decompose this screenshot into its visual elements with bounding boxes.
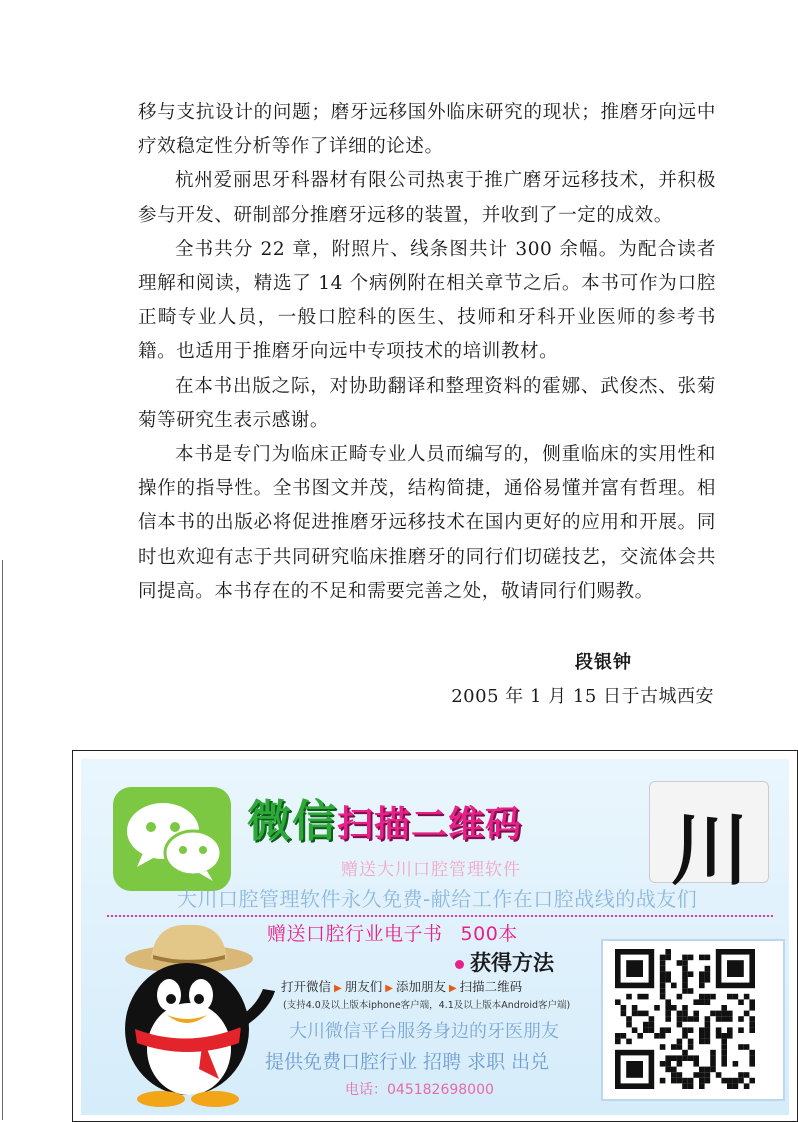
step-open-wechat: 打开微信 [281, 979, 332, 994]
preface-text [138, 96, 716, 609]
bullet-dot-icon [455, 960, 464, 969]
wechat-icon [113, 787, 231, 891]
ad-ebook-offer [267, 919, 518, 946]
step-add-friend: 添加朋友 [395, 979, 446, 994]
step-friends: 朋友们 [344, 979, 383, 994]
ad-headline-wechat: 微信 [247, 796, 337, 847]
ad-headline-scan: 扫描二维码 [337, 804, 523, 845]
ad-phone: 电话：045182698000 [345, 1082, 494, 1098]
advertisement-box [72, 750, 798, 1122]
paragraph-5: 本书是专门为临床正畸专业人员而编写的，侧重临床的实用性和操作的指导性。全书图文并茂，结构简捷，通俗易懂并富有哲理。相信本书的出版必将促进推磨牙远移技术在国内更好的应用和开展。同时也欢迎有志于共同研究临床推磨牙的同行们切磋技艺，交流体会共同提高。本书存在的不足和需要完善之处，敬请同行们赐教。 [138, 444, 716, 602]
author-signature: 段银钟 [575, 652, 632, 673]
arrow-right-icon: ▶ [448, 983, 457, 994]
paragraph-3: 全书共分 22 章，附照片、线条图共计 300 余幅。为配合读者理解和阅读，精选了 14 个病例附在相关章节之后。本书可作为口腔正畸专业人员，一般口腔科的医生、技师和牙科开业医师的参考书籍。也适用于推磨牙向远中专项技术的培训教材。 [138, 238, 716, 363]
page-edge-line [2, 560, 3, 1120]
dachuan-logo-char: 川 [670, 805, 747, 896]
ad-software-free: 大川口腔管理软件永久免费-献给工作在口腔战线的战友们 [177, 887, 698, 911]
ad-ebook-label: 赠送口腔行业电子书 [267, 923, 443, 945]
ad-slogan-1: 大川微信平台服务身边的牙医朋友 [289, 1021, 559, 1042]
qr-code [601, 939, 785, 1101]
ad-software-offer: 赠送大川口腔管理软件 [341, 860, 521, 880]
step-scan-qr: 扫描二维码 [459, 979, 523, 994]
advertisement-panel [81, 759, 789, 1115]
ad-slogan-2: 提供免费口腔行业 招聘 求职 出兑 [265, 1051, 550, 1073]
arrow-right-icon: ▶ [385, 983, 393, 994]
ad-support-note: (支持4.0及以上版本iphone客户端，4.1及以上版本Android客户端) [283, 1000, 571, 1011]
paragraph-1: 移与支抗设计的问题；磨牙远移国外临床研究的现状；推磨牙向远中疗效稳定性分析等作了详细的论述。 [138, 102, 716, 158]
qq-penguin-icon [91, 919, 281, 1113]
ad-method-heading [455, 947, 554, 977]
dachuan-logo [649, 781, 769, 896]
date-place: 2005 年 1 月 15 日于古城西安 [451, 686, 714, 707]
paragraph-2: 杭州爱丽思牙科器材有限公司热衷于推广磨牙远移技术，并积极参与开发、研制部分推磨牙远移的装置，并收到了一定的成效。 [138, 170, 716, 226]
dotted-divider [107, 915, 773, 917]
paragraph-4: 在本书出版之际，对协助翻译和整理资料的霍娜、武俊杰、张菊菊等研究生表示感谢。 [138, 375, 716, 431]
qr-code-image [615, 949, 771, 1091]
arrow-right-icon: ▶ [334, 983, 342, 994]
ad-headline [247, 785, 522, 849]
ad-steps [281, 977, 522, 995]
ad-method-label: 获得方法 [470, 951, 554, 975]
ad-ebook-count: 500本 [460, 923, 518, 945]
